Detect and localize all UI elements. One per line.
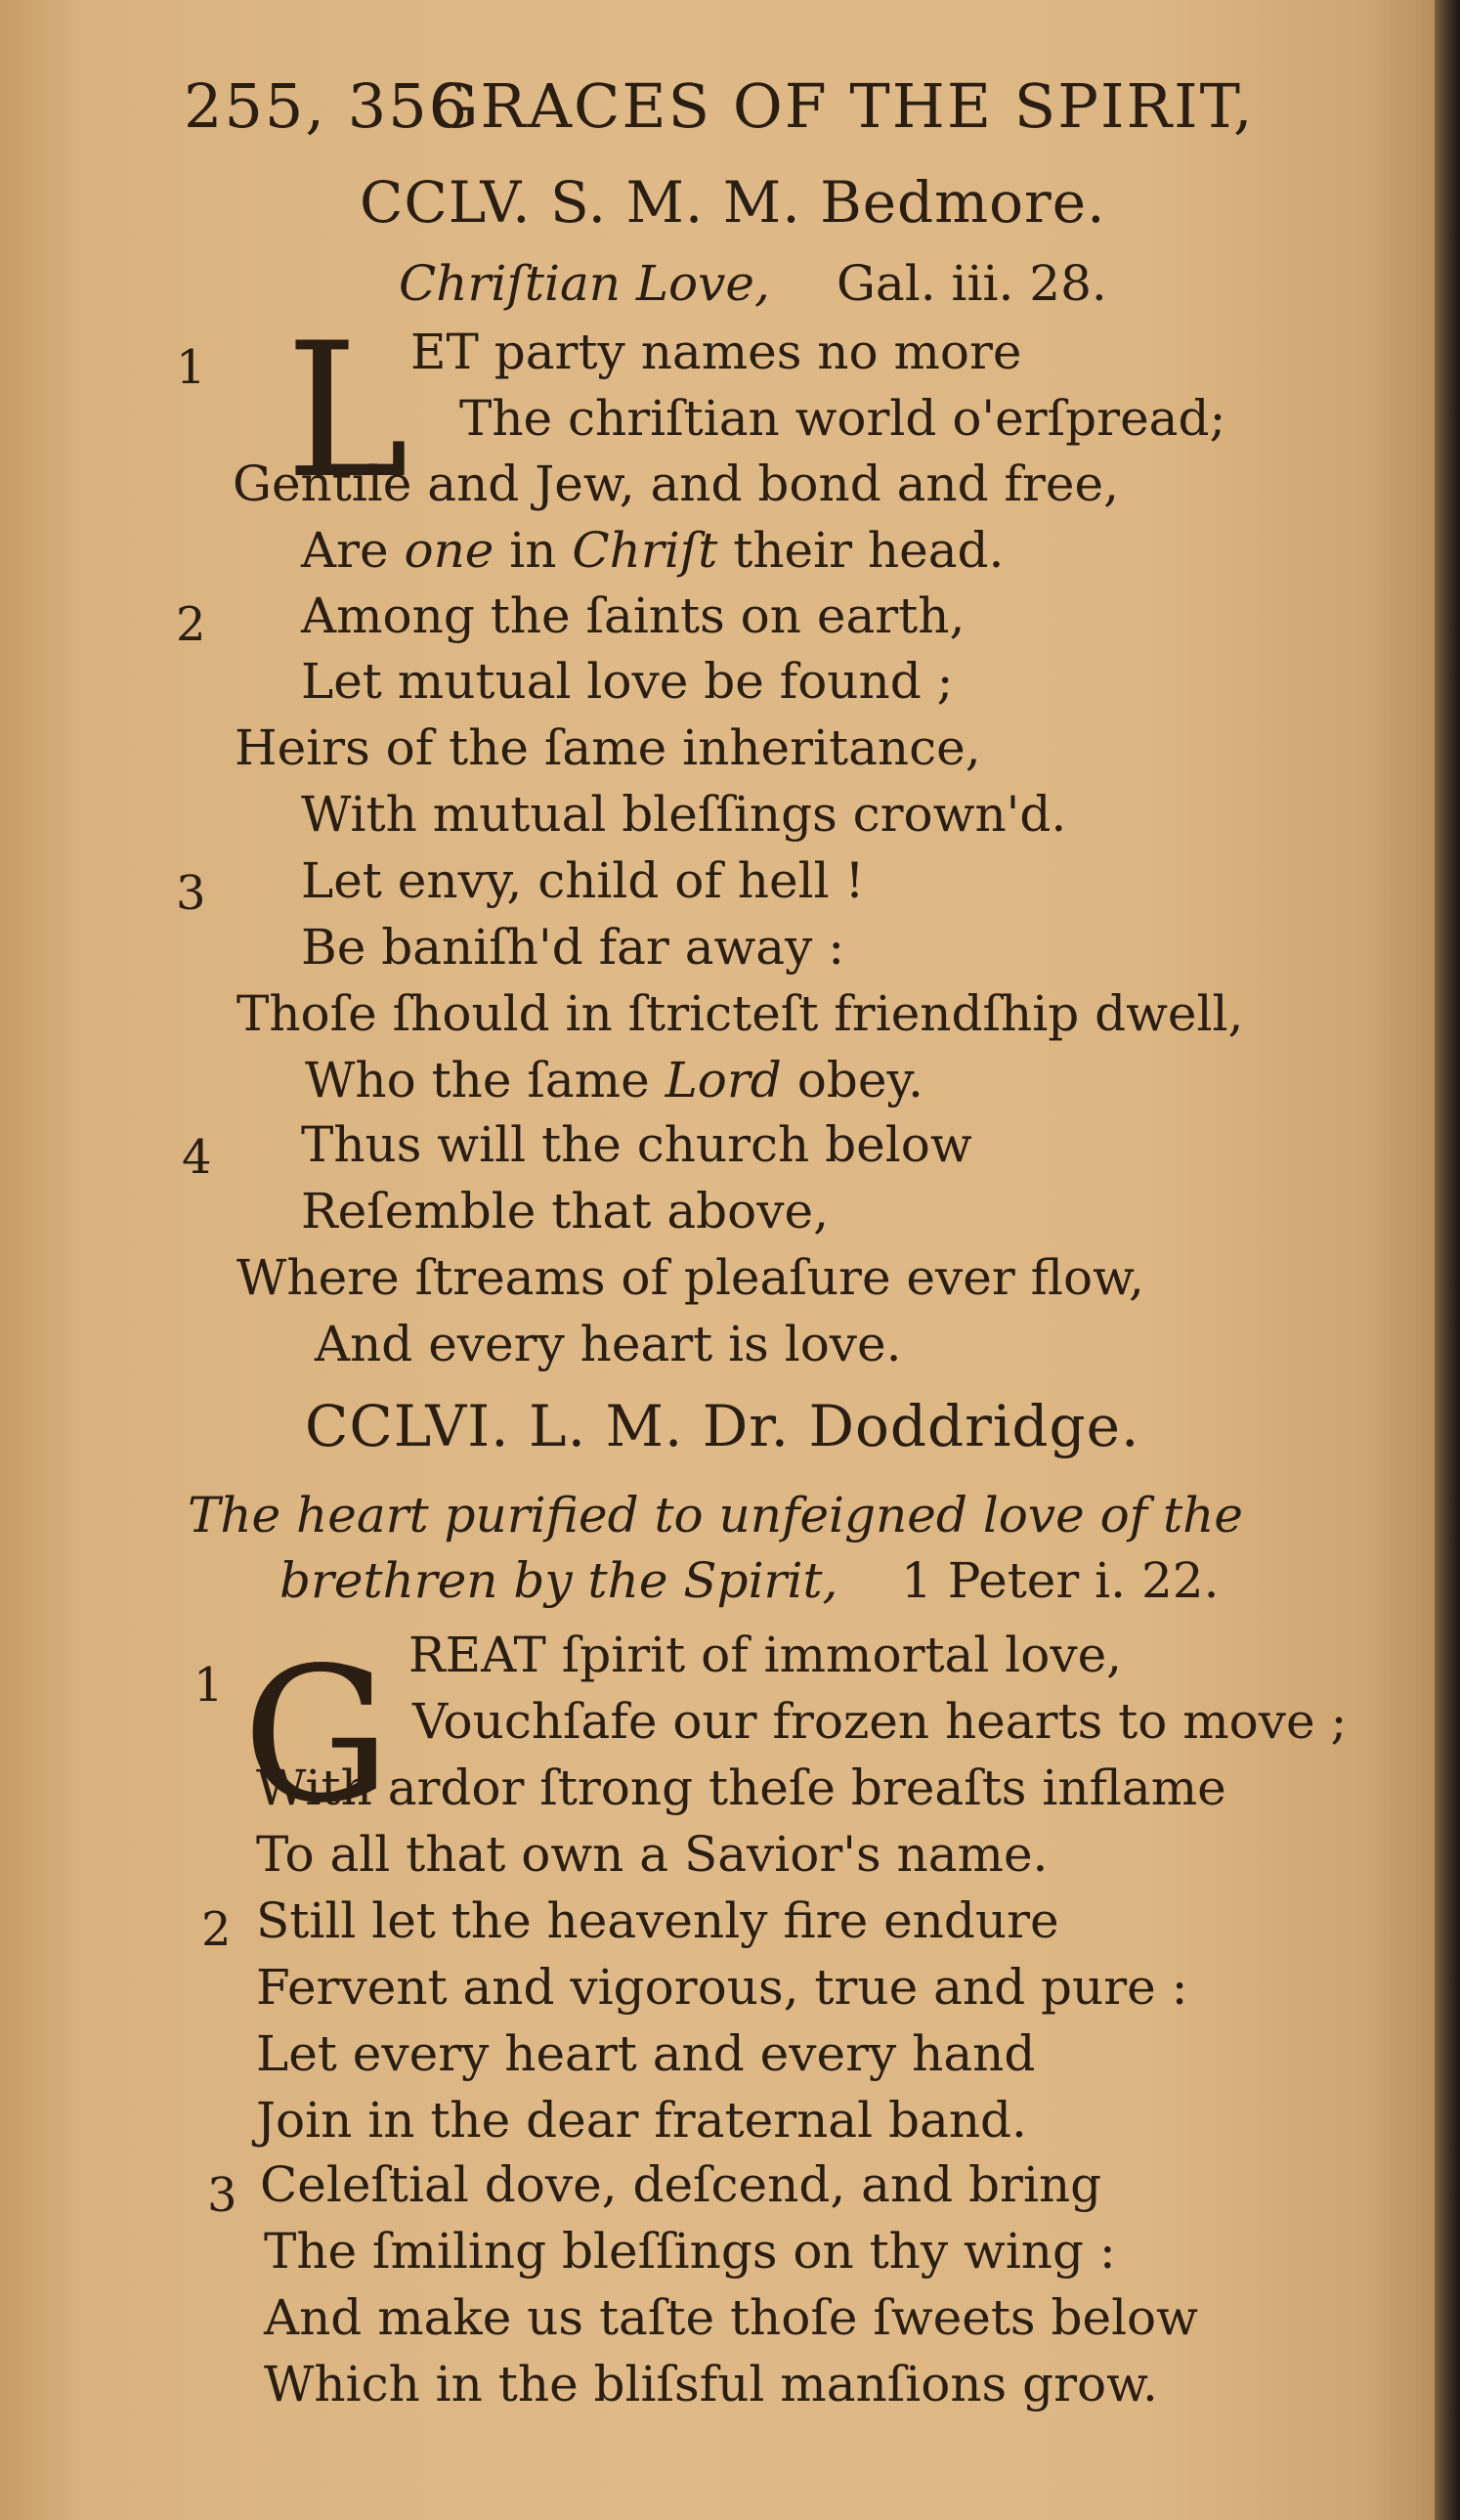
hymn-1-reference: Gal. iii. 28. — [837, 255, 1107, 312]
hymn-1-subject: Chriſtian Love, — [399, 255, 770, 312]
verse-line: Where ſtreams of pleaſure ever flow, — [236, 1249, 1144, 1306]
hymn-1-title: CCLV. S. M. M. Bedmore. — [360, 169, 1106, 236]
running-title: GRACES OF THE SPIRIT, — [430, 70, 1255, 142]
verse-line: Reſemble that above, — [301, 1183, 829, 1239]
hymn-2-subject-line-2: brethren by the Spirit, — [279, 1552, 838, 1609]
verse-number: 3 — [176, 866, 206, 921]
verse-line: ET party names no more — [410, 324, 1022, 380]
verse-number: 1 — [176, 340, 206, 395]
verse-line: Still let the heavenly fire endure — [256, 1892, 1059, 1949]
verse-line: Be baniſh'd far away : — [301, 919, 845, 976]
verse-line: Heirs of the ſame inheritance, — [235, 719, 981, 776]
verse-line: Vouchſafe our frozen hearts to move ; — [412, 1693, 1348, 1750]
verse-number: 2 — [176, 597, 206, 652]
verse-line: With mutual bleſſings crown'd. — [301, 786, 1067, 843]
verse-line: With ardor ſtrong theſe breaſts inflame — [256, 1760, 1226, 1816]
verse-line: Let every heart and every hand — [256, 2025, 1036, 2082]
verse-line: Thoſe ſhould in ſtricteſt friendſhip dwell, — [236, 985, 1244, 1042]
verse-line: And make us taſte thoſe ſweets below — [264, 2289, 1198, 2346]
verse-line: REAT ſpirit of immortal love, — [408, 1627, 1123, 1683]
verse-number: 1 — [193, 1658, 224, 1713]
verse-line: And every heart is love. — [315, 1316, 902, 1372]
verse-line: Are one in Chriſt their head. — [301, 522, 1005, 579]
verse-line: Join in the dear fraternal band. — [256, 2092, 1027, 2149]
page-numbers: 255, 356 — [184, 70, 470, 142]
verse-line: Among the ſaints on earth, — [301, 587, 966, 644]
drop-cap-initial: L — [285, 303, 409, 519]
verse-line: Let mutual love be found ; — [301, 653, 954, 710]
hymn-2-title: CCLVI. L. M. Dr. Doddridge. — [305, 1393, 1140, 1459]
verse-number: 2 — [201, 1902, 232, 1957]
page-edge-shadow — [1435, 0, 1460, 2520]
drop-cap-initial: G — [242, 1628, 391, 1844]
verse-line: Gentile and Jew, and bond and free, — [233, 456, 1120, 512]
hymn-2-subject-line-1: The heart purified to unfeigned love of the — [188, 1487, 1243, 1543]
verse-line: Which in the bliſsful manſions grow. — [264, 2356, 1158, 2412]
verse-number: 4 — [182, 1130, 212, 1185]
verse-line: Thus will the church below — [301, 1116, 972, 1173]
verse-line: To all that own a Savior's name. — [256, 1826, 1049, 1883]
verse-line: Fervent and vigorous, true and pure : — [256, 1959, 1188, 2016]
hymn-2-reference: 1 Peter i. 22. — [901, 1552, 1220, 1609]
verse-line: The ſmiling bleſſings on thy wing : — [264, 2223, 1116, 2280]
verse-line: Let envy, child of hell ! — [301, 852, 865, 909]
verse-line: The chriſtian world o'erſpread; — [459, 390, 1226, 447]
verse-line: Celeſtial dove, deſcend, and bring — [260, 2156, 1102, 2213]
verse-line: Who the ſame Lord obey. — [305, 1052, 923, 1108]
verse-number: 3 — [207, 2168, 237, 2223]
